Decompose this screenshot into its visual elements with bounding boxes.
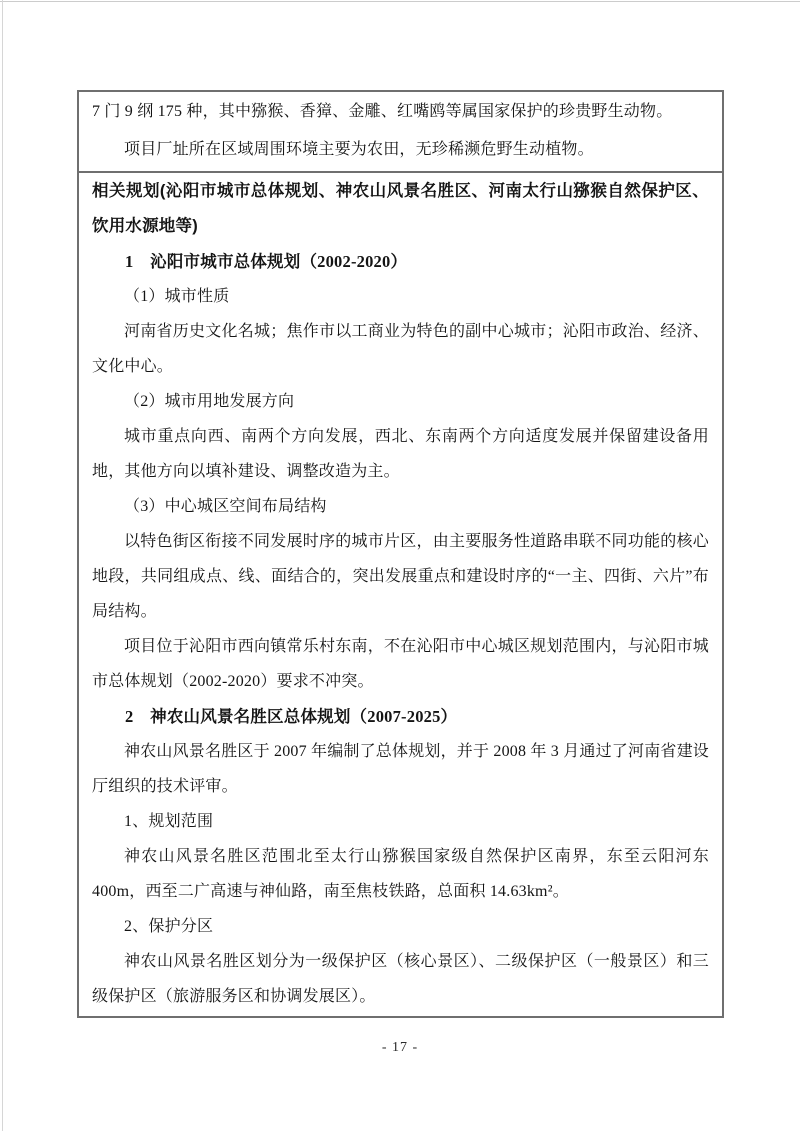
paragraph-plan-approval: 神农山风景名胜区于 2007 年编制了总体规划，并于 2008 年 3 月通过了河南省建设厅组织的技术评审。 — [92, 743, 710, 795]
subheading-plan-scope: 1、规划范围 — [124, 813, 214, 830]
paragraph-fauna-species: 7 门 9 纲 175 种，其中猕猴、香獐、金雕、红嘴鸥等属国家保护的珍贵野生动物。 — [92, 103, 673, 120]
paragraph-city-nature: 河南省历史文化名城；焦作市以工商业为特色的副中心城市；沁阳市政治、经济、文化中心。 — [92, 323, 709, 375]
related-plans-title: 相关规划(沁阳市城市总体规划、神农山风景名胜区、河南太行山猕猴自然保护区、饮用水源地等) — [92, 182, 709, 235]
subheading-spatial-layout: （3）中心城区空间布局结构 — [124, 498, 327, 515]
page-number: - 17 - — [381, 1040, 419, 1055]
page-left-edge-line — [2, 0, 3, 1131]
subheading-land-development: （2）城市用地发展方向 — [124, 393, 295, 410]
table-row-related-plans — [79, 173, 722, 1016]
heading-shennongshan-plan: 2 神农山风景名胜区总体规划（2007-2025） — [125, 707, 458, 726]
page-top-edge-line — [0, 1, 800, 2]
paragraph-spatial-layout: 以特色街区衔接不同发展时序的城市片区，由主要服务性道路串联不同功能的核心地段，共同组成点、线、面结合的，突出发展重点和建设时序的“一主、四街、六片”布局结构。 — [92, 533, 709, 620]
paragraph-land-development: 城市重点向西、南两个方向发展，西北、东南两个方向适度发展并保留建设备用地，其他方向以填补建设、调整改造为主。 — [92, 428, 709, 480]
content-table — [77, 90, 724, 1018]
subheading-protection-zones: 2、保护分区 — [124, 918, 214, 935]
table-row-fauna — [79, 92, 722, 173]
paragraph-site-environment: 项目厂址所在区域周围环境主要为农田，无珍稀濒危野生动植物。 — [124, 141, 594, 158]
paragraph-plan-scope: 神农山风景名胜区范围北至太行山猕猴国家级自然保护区南界，东至云阳河东 400m，西至二广高速与神仙路，南至焦枝铁路，总面积 14.63km²。 — [92, 848, 709, 900]
heading-city-master-plan: 1 沁阳市城市总体规划（2002-2020） — [125, 252, 408, 271]
paragraph-project-location: 项目位于沁阳市西向镇常乐村东南，不在沁阳市中心城区规划范围内，与沁阳市城市总体规划（2002-2020）要求不冲突。 — [92, 638, 709, 690]
paragraph-protection-zones: 神农山风景名胜区划分为一级保护区（核心景区）、二级保护区（一般景区）和三级保护区（旅游服务区和协调发展区）。 — [92, 953, 709, 1005]
subheading-city-nature: （1）城市性质 — [124, 288, 230, 305]
